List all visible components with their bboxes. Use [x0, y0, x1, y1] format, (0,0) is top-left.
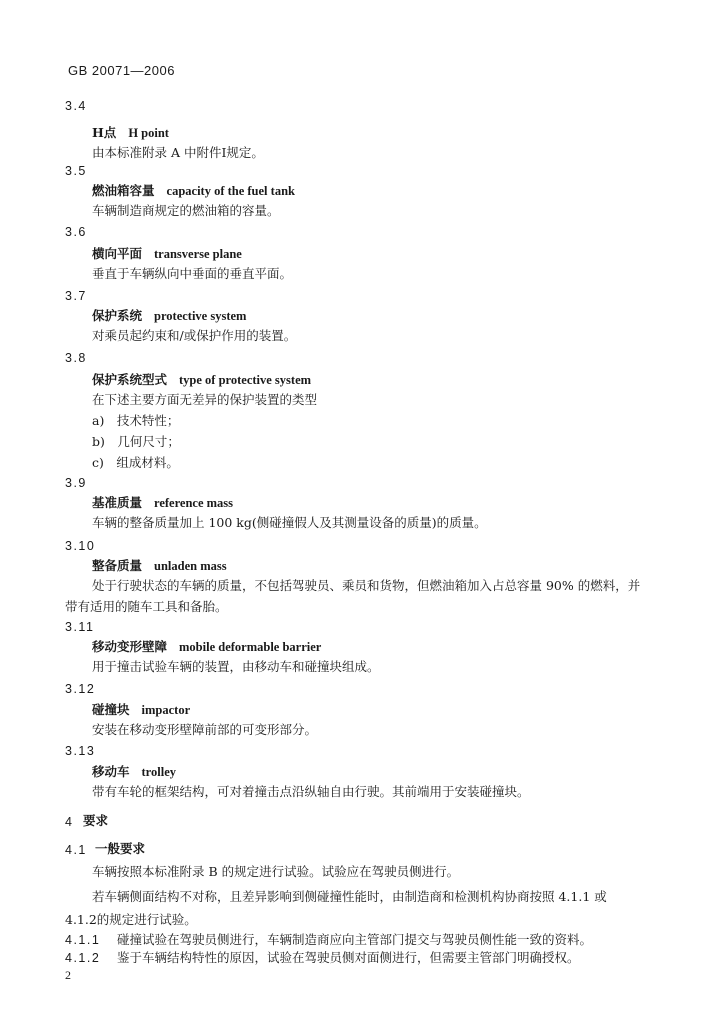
clause-4-1-number: 4.1 [65, 843, 87, 857]
term-english: impactor [141, 703, 191, 717]
clause-4-1-1-number: 4.1.1 [65, 933, 101, 947]
definition-term [92, 641, 321, 654]
term-chinese: H点 [92, 125, 117, 140]
definition-number: 3.5 [65, 164, 87, 178]
clause-4-1-paragraph-1: 车辆按照本标准附录 B 的规定进行试验。试验应在驾驶员侧进行。 [92, 864, 460, 879]
clause-4-1-1-text: 碰撞试验在驾驶员侧进行，车辆制造商应向主管部门提交与驾驶员侧性能一致的资料。 [117, 932, 593, 947]
term-english: H point [128, 126, 169, 140]
definition-description: 用于撞击试验车辆的装置，由移动车和碰撞块组成。 [92, 659, 380, 674]
page-number: 2 [65, 968, 71, 982]
clause-4-1-2-number: 4.1.2 [65, 951, 101, 965]
term-chinese: 整备质量 [92, 558, 143, 573]
definition-number: 3.7 [65, 289, 87, 303]
definition-description: b) 几何尺寸； [92, 434, 180, 449]
definition-description: 垂直于车辆纵向中垂面的垂直平面。 [92, 266, 293, 281]
definition-description: c) 组成材料。 [92, 455, 179, 470]
definition-description: 在下述主要方面无差异的保护装置的类型 [92, 392, 318, 407]
section-4-number: 4 [65, 815, 74, 829]
definition-number: 3.9 [65, 476, 87, 490]
clause-4-1-2-text: 鉴于车辆结构特性的原因，试验在驾驶员侧对面侧进行，但需要主管部门明确授权。 [117, 950, 580, 965]
definition-description: a) 技术特性； [92, 413, 180, 428]
definition-description: 车辆制造商规定的燃油箱的容量。 [92, 203, 280, 218]
term-chinese: 移动车 [92, 764, 130, 779]
definition-number: 3.8 [65, 351, 87, 365]
term-english: type of protective system [179, 373, 312, 387]
definition-term [92, 248, 242, 261]
definition-description: 处于行驶状态的车辆的质量，不包括驾驶员、乘员和货物，但燃油箱加入占总容量 90% 的燃料，并 [92, 578, 641, 593]
definition-description: 安装在移动变形壁障前部的可变形部分。 [92, 722, 318, 737]
definition-number: 3.4 [65, 99, 87, 113]
definition-term [92, 497, 233, 510]
definition-number: 3.13 [65, 744, 96, 758]
definition-description: 由本标准附录 A 中附件Ⅰ规定。 [92, 145, 264, 160]
definition-number: 3.10 [65, 539, 96, 553]
clause-4-1-title: 一般要求 [95, 841, 146, 856]
definition-description: 对乘员起约束和/或保护作用的装置。 [92, 328, 297, 343]
definition-term [92, 127, 169, 140]
definition-description: 带有适用的随车工具和备胎。 [65, 599, 228, 614]
term-english: protective system [154, 309, 247, 323]
clause-4-1-paragraph-2-cont: 4.1.2的规定进行试验。 [65, 912, 197, 927]
term-chinese: 基准质量 [92, 495, 143, 510]
term-english: capacity of the fuel tank [166, 184, 295, 198]
term-english: transverse plane [154, 247, 242, 261]
term-chinese: 碰撞块 [92, 702, 130, 717]
term-chinese: 燃油箱容量 [92, 183, 155, 198]
definition-number: 3.12 [65, 682, 96, 696]
term-english: reference mass [154, 496, 234, 510]
definition-term [92, 766, 176, 779]
term-chinese: 移动变形壁障 [92, 639, 168, 654]
term-english: trolley [141, 765, 176, 779]
definition-number: 3.6 [65, 225, 87, 239]
definition-description: 带有车轮的框架结构，可对着撞击点沿纵轴自由行驶。其前端用于安装碰撞块。 [92, 784, 530, 799]
clause-4-1-paragraph-2: 若车辆侧面结构不对称，且差异影响到侧碰撞性能时，由制造商和检测机构协商按照 4.1.1 或 [92, 889, 607, 904]
definition-description: 车辆的整备质量加上 100 kg(侧碰撞假人及其测量设备的质量)的质量。 [92, 515, 487, 530]
definition-term [92, 560, 227, 573]
definition-number: 3.11 [65, 620, 95, 634]
term-chinese: 保护系统 [92, 308, 143, 323]
standard-header: GB 20071—2006 [68, 63, 175, 78]
definition-term [92, 185, 295, 198]
section-4-title: 要求 [83, 813, 109, 828]
definition-term [92, 310, 246, 323]
term-chinese: 横向平面 [92, 246, 143, 261]
term-chinese: 保护系统型式 [92, 372, 168, 387]
term-english: mobile deformable barrier [179, 640, 322, 654]
term-english: unladen mass [154, 559, 227, 573]
definition-term [92, 704, 190, 717]
definition-term [92, 374, 311, 387]
